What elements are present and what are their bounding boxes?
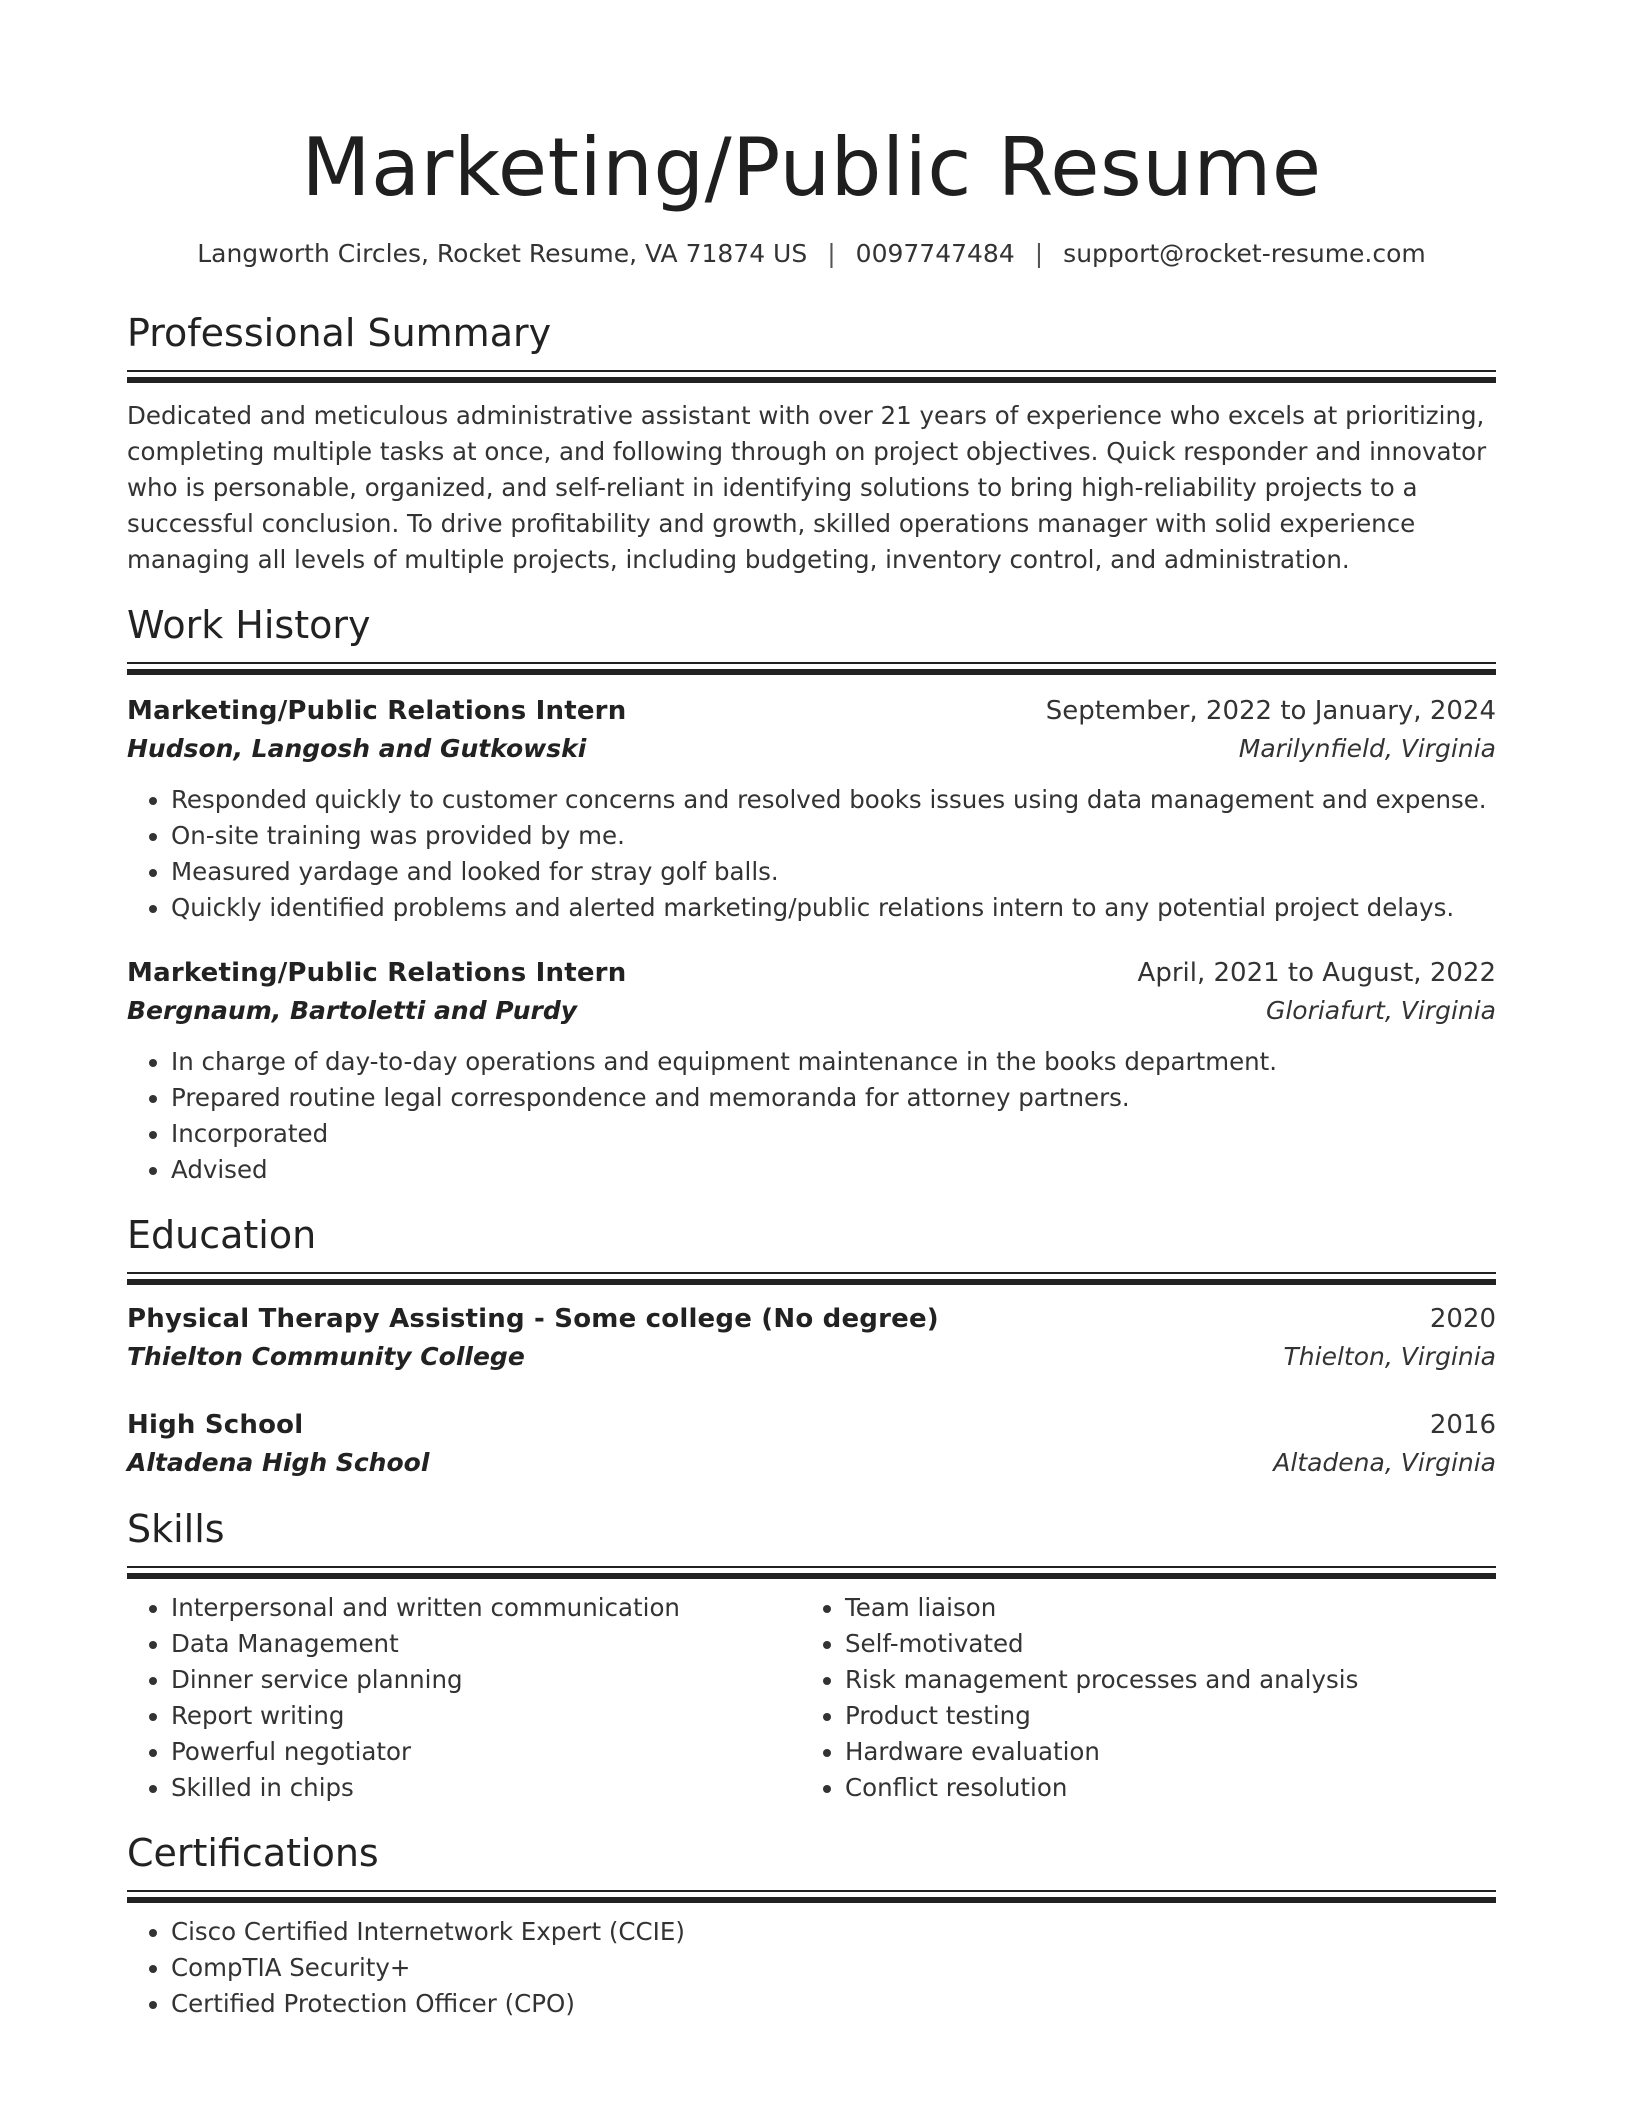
section-heading-education: Education bbox=[127, 1213, 317, 1257]
job-entry bbox=[127, 954, 1496, 1188]
list-item: • Cisco Certified Internetwork Expert (CCIE) bbox=[171, 1914, 1496, 1950]
list-item: • Hardware evaluation bbox=[845, 1734, 1475, 1770]
skills-list-right bbox=[801, 1590, 1475, 1806]
education-degree: High School bbox=[127, 1410, 304, 1440]
section-heading-skills: Skills bbox=[127, 1507, 225, 1551]
skills-list-left bbox=[127, 1590, 801, 1806]
list-item: • Skilled in chips bbox=[171, 1770, 801, 1806]
job-dates: September, 2022 to January, 2024 bbox=[1045, 696, 1496, 726]
education-location: Thielton, Virginia bbox=[1283, 1342, 1496, 1371]
list-item: • Powerful negotiator bbox=[171, 1734, 801, 1770]
contact-separator: | bbox=[1034, 239, 1044, 268]
list-item: • Self-motivated bbox=[845, 1626, 1475, 1662]
list-item: • Dinner service planning bbox=[171, 1662, 801, 1698]
list-item: • Quickly identified problems and alerted marketing/public relations intern to any potential project delays. bbox=[171, 890, 1496, 926]
list-item: • Prepared routine legal correspondence and memoranda for attorney partners. bbox=[171, 1080, 1496, 1116]
list-item: • Measured yardage and looked for stray golf balls. bbox=[171, 854, 1496, 890]
education-year: 2020 bbox=[1429, 1304, 1496, 1334]
contact-email: support@rocket-resume.com bbox=[1063, 239, 1426, 268]
job-location: Gloriafurt, Virginia bbox=[1265, 996, 1496, 1025]
education-school: Thielton Community College bbox=[127, 1342, 525, 1371]
list-item: • Data Management bbox=[171, 1626, 801, 1662]
list-item: • Team liaison bbox=[845, 1590, 1475, 1626]
education-section bbox=[127, 1210, 1496, 1482]
section-divider bbox=[127, 1566, 1496, 1580]
education-year: 2016 bbox=[1429, 1410, 1496, 1440]
education-entry bbox=[127, 1300, 1496, 1376]
certifications-list bbox=[127, 1914, 1496, 2022]
section-heading-summary: Professional Summary bbox=[127, 311, 552, 355]
job-entry bbox=[127, 692, 1496, 926]
list-item: • Incorporated bbox=[171, 1116, 1496, 1152]
resume-content bbox=[127, 0, 1496, 2022]
section-heading-certifications: Certifications bbox=[127, 1831, 379, 1875]
job-location: Marilynfield, Virginia bbox=[1238, 734, 1496, 763]
education-degree: Physical Therapy Assisting - Some college (No degree) bbox=[127, 1304, 939, 1334]
job-title: Marketing/Public Relations Intern bbox=[127, 958, 627, 988]
section-divider bbox=[127, 370, 1496, 384]
section-divider bbox=[127, 662, 1496, 676]
summary-text: Dedicated and meticulous administrative assistant with over 21 years of experience who excels at prioritizing, completing multiple tasks at once, and following through on project objectives. Quick responder and innovator who is personable, organized, and self-reliant in identifying solutions to bring high-reliability projects to a successful conclusion. To drive profitability and growth, skilled operations manager with solid experience managing all levels of multiple projects, including budgeting, inventory control, and administration. bbox=[127, 401, 1487, 574]
resume-title: Marketing/Public Resume bbox=[301, 121, 1322, 214]
section-divider bbox=[127, 1272, 1496, 1286]
job-company: Bergnaum, Bartoletti and Purdy bbox=[127, 996, 578, 1025]
list-item: • Interpersonal and written communication bbox=[171, 1590, 801, 1626]
list-item: • Certified Protection Officer (CPO) bbox=[171, 1986, 1496, 2022]
section-heading-work: Work History bbox=[127, 603, 371, 647]
education-location: Altadena, Virginia bbox=[1273, 1448, 1496, 1477]
list-item: • Advised bbox=[171, 1152, 1496, 1188]
education-school: Altadena High School bbox=[127, 1448, 430, 1477]
section-divider bbox=[127, 1890, 1496, 1904]
skills-columns bbox=[127, 1590, 1496, 1806]
contact-address: Langworth Circles, Rocket Resume, VA 71874 US bbox=[197, 239, 808, 268]
job-title: Marketing/Public Relations Intern bbox=[127, 696, 627, 726]
work-history-section bbox=[127, 600, 1496, 1188]
list-item: • Risk management processes and analysis bbox=[845, 1662, 1475, 1698]
list-item: • Report writing bbox=[171, 1698, 801, 1734]
skills-section bbox=[127, 1504, 1496, 1806]
job-dates: April, 2021 to August, 2022 bbox=[1137, 958, 1496, 988]
job-company: Hudson, Langosh and Gutkowski bbox=[127, 734, 587, 763]
list-item: • On-site training was provided by me. bbox=[171, 818, 1496, 854]
summary-section bbox=[127, 308, 1496, 578]
contact-phone: 0097747484 bbox=[855, 239, 1015, 268]
certifications-section bbox=[127, 1828, 1496, 2022]
contact-separator: | bbox=[827, 239, 836, 268]
job-bullets bbox=[127, 1044, 1496, 1188]
list-item: • Product testing bbox=[845, 1698, 1475, 1734]
contact-line bbox=[127, 238, 1496, 270]
list-item: • CompTIA Security+ bbox=[171, 1950, 1496, 1986]
list-item: • Conflict resolution bbox=[845, 1770, 1475, 1806]
list-item: • In charge of day-to-day operations and equipment maintenance in the books department. bbox=[171, 1044, 1496, 1080]
list-item: • Responded quickly to customer concerns and resolved books issues using data management and expense. bbox=[171, 782, 1496, 818]
education-entry bbox=[127, 1406, 1496, 1482]
job-bullets bbox=[127, 782, 1496, 926]
